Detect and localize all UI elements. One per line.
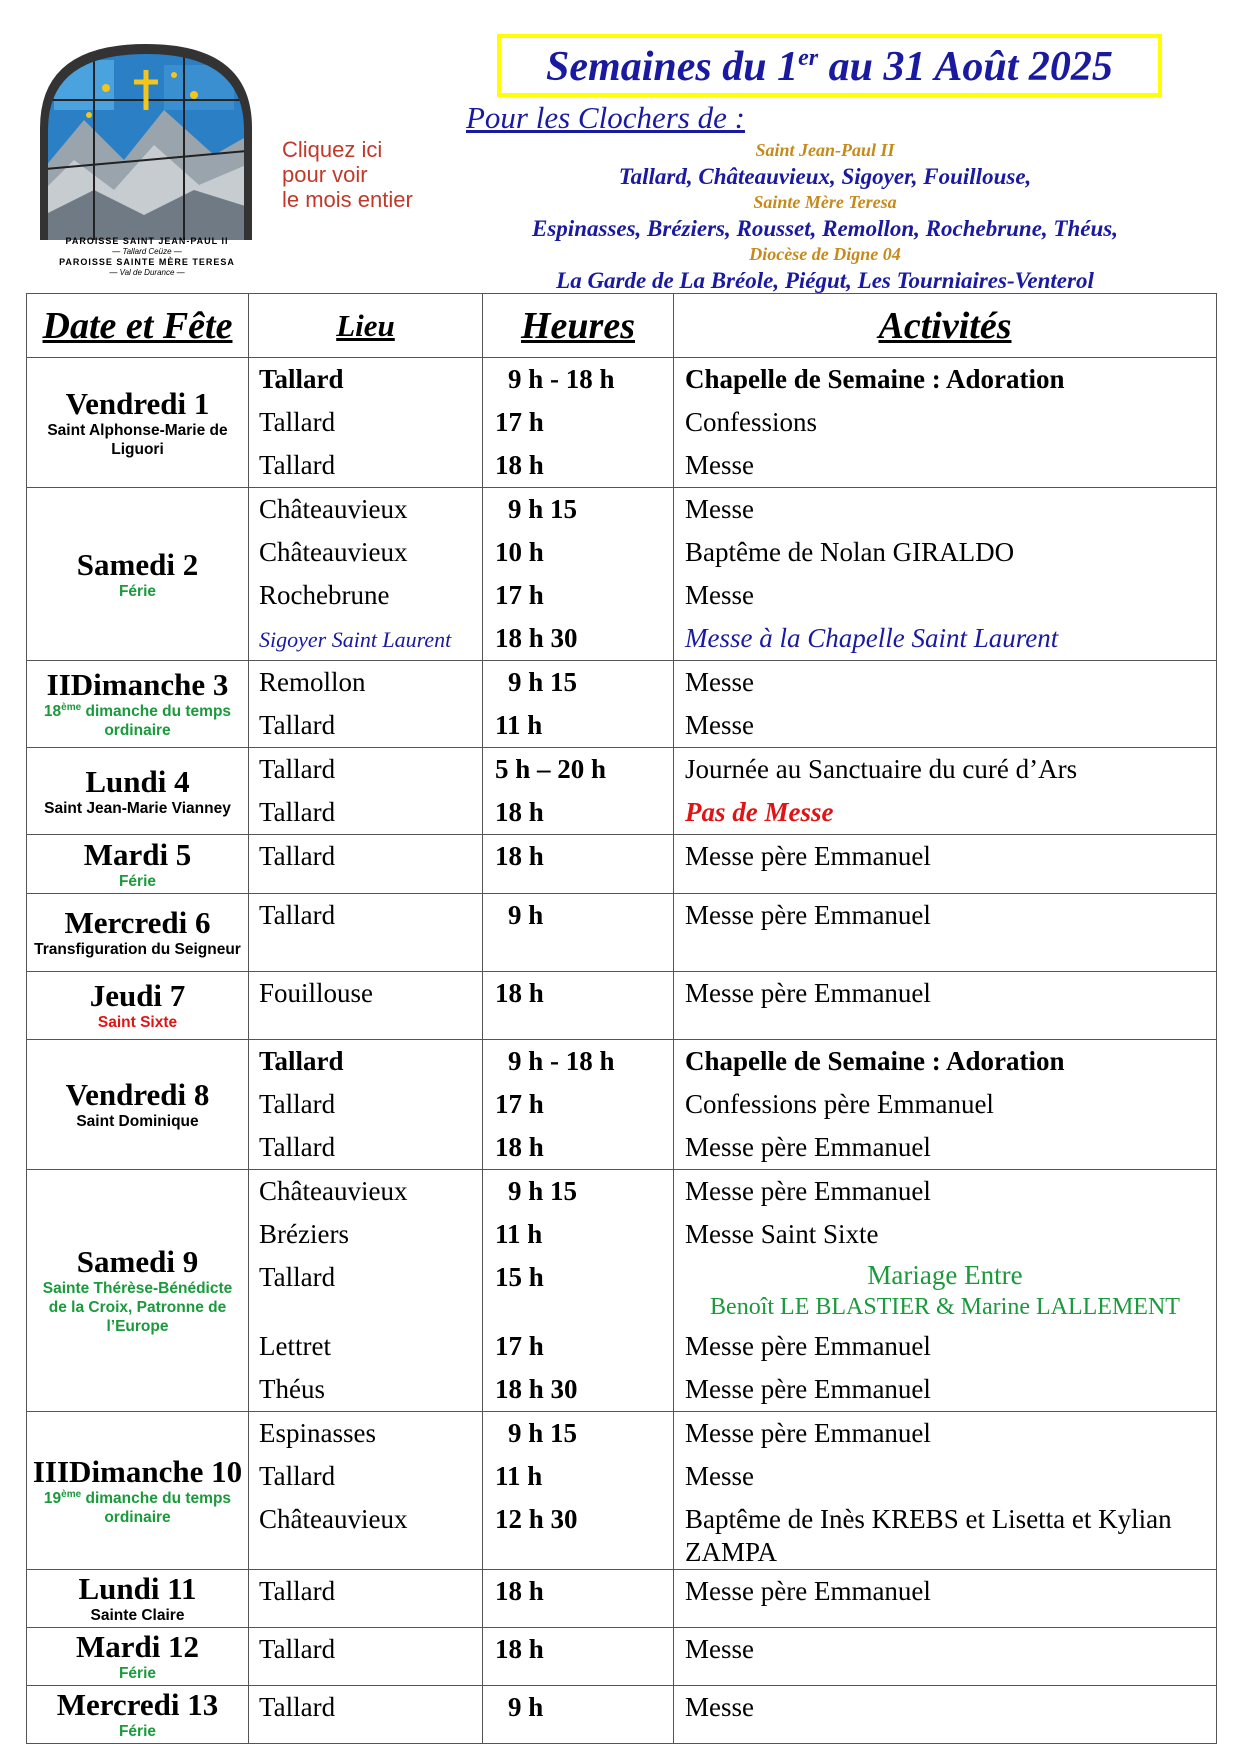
lieu-cell bbox=[249, 748, 483, 835]
day-name: Samedi 9 bbox=[76, 1244, 199, 1279]
heure: 18 h bbox=[495, 1634, 544, 1664]
lieu: Remollon bbox=[259, 667, 366, 697]
day-name: Mardi 5 bbox=[83, 836, 192, 872]
table-row bbox=[27, 894, 1217, 972]
feast-name: Saint Jean-Marie Vianney bbox=[44, 799, 231, 817]
table-row bbox=[27, 1170, 1217, 1412]
activite: Messe père Emmanuel bbox=[685, 1132, 931, 1162]
activite: Messe bbox=[685, 667, 754, 697]
link-line-1[interactable]: Cliquez ici bbox=[282, 137, 383, 162]
lieu: Bréziers bbox=[259, 1219, 349, 1249]
lieu-cell bbox=[249, 661, 483, 748]
lieu: Sigoyer Saint Laurent bbox=[259, 627, 452, 652]
table-row bbox=[27, 1570, 1217, 1628]
day-name: Lundi 11 bbox=[78, 1571, 197, 1606]
activite-cell bbox=[674, 1412, 1217, 1570]
lieu: Tallard bbox=[259, 1461, 336, 1491]
heure-cell bbox=[483, 1628, 674, 1686]
wedding-couple: Benoît LE BLASTIER & Marine LALLEMENT bbox=[710, 1294, 1180, 1320]
activite: Journée au Sanctuaire du curé d’Ars bbox=[685, 754, 1078, 784]
stained-glass-icon bbox=[34, 40, 258, 240]
table-row bbox=[27, 835, 1217, 894]
header-activites: Activités bbox=[674, 294, 1217, 358]
link-line-3[interactable]: le mois entier bbox=[282, 187, 413, 212]
feast-name: Saint Sixte bbox=[97, 1014, 178, 1031]
date-cell bbox=[27, 1628, 249, 1686]
table-row bbox=[27, 661, 1217, 748]
lieu: Tallard bbox=[259, 797, 336, 827]
table-row bbox=[27, 1412, 1217, 1570]
table-row bbox=[27, 358, 1217, 488]
clocher-line: Diocèse de Digne 04 bbox=[749, 244, 901, 264]
activite: Messe à la Chapelle Saint Laurent bbox=[685, 623, 1059, 653]
date-cell bbox=[27, 835, 249, 894]
lieu: Tallard bbox=[259, 1692, 336, 1722]
activite: Messe bbox=[685, 1634, 754, 1664]
link-line-2[interactable]: pour voir bbox=[282, 162, 368, 187]
lieu: Châteauvieux bbox=[259, 1176, 408, 1206]
lieu: Théus bbox=[259, 1374, 325, 1404]
heure-cell bbox=[483, 661, 674, 748]
wedding-title: Mariage Entre bbox=[867, 1260, 1023, 1290]
lieu-cell bbox=[249, 1628, 483, 1686]
lieu-cell bbox=[249, 972, 483, 1040]
activite: Baptême de Nolan GIRALDO bbox=[685, 537, 1015, 567]
table-header-row bbox=[27, 294, 1217, 358]
day-name: Mercredi 6 bbox=[64, 905, 211, 940]
feast-name: Férie bbox=[118, 582, 157, 600]
heure: 9 h 15 bbox=[508, 1176, 578, 1206]
day-name: Vendredi 1 bbox=[65, 385, 210, 421]
activite-cell bbox=[674, 488, 1217, 661]
heure: 18 h bbox=[495, 797, 544, 827]
feast-name: Transfiguration du Seigneur bbox=[34, 941, 241, 958]
lieu: Tallard bbox=[259, 1634, 336, 1664]
lieu: Tallard bbox=[259, 710, 336, 740]
date-cell bbox=[27, 1170, 249, 1412]
lieu-cell bbox=[249, 1170, 483, 1412]
table-row bbox=[27, 748, 1217, 835]
day-name: IIDimanche 3 bbox=[46, 667, 229, 702]
logo-caption bbox=[36, 236, 258, 278]
feast-name: Saint Dominique bbox=[76, 1113, 199, 1130]
heure-cell bbox=[483, 1170, 674, 1412]
activite: Messe père Emmanuel bbox=[685, 900, 931, 930]
heure: 5 h – 20 h bbox=[495, 754, 607, 784]
clocher-line: Saint Jean-Paul II bbox=[755, 140, 895, 160]
activite: Messe père Emmanuel bbox=[685, 1576, 931, 1606]
lieu-cell bbox=[249, 1570, 483, 1628]
activite: Messe père Emmanuel bbox=[685, 841, 931, 871]
date-cell bbox=[27, 358, 249, 488]
activite: Messe Saint Sixte bbox=[685, 1219, 879, 1249]
heure: 15 h bbox=[495, 1262, 544, 1292]
activite: Messe père Emmanuel bbox=[685, 1418, 931, 1448]
heure-cell bbox=[483, 488, 674, 661]
clocher-line: Tallard, Châteauvieux, Sigoyer, Fouillouse, bbox=[618, 164, 1032, 189]
feast-name: Sainte Thérèse-Bénédicte de la Croix, Patronne de l’Europe bbox=[42, 1280, 233, 1335]
heure: 18 h bbox=[495, 841, 544, 871]
activite-cell bbox=[674, 972, 1217, 1040]
header-date: Date et Fête bbox=[27, 294, 249, 358]
activite: Pas de Messe bbox=[685, 797, 834, 827]
clocher-line: Espinasses, Bréziers, Rousset, Remollon, Rochebrune, Théus, bbox=[532, 216, 1118, 241]
heure-cell bbox=[483, 748, 674, 835]
feast-name: Férie bbox=[118, 1723, 157, 1740]
heure: 18 h bbox=[495, 978, 544, 1008]
day-name: IIIDimanche 10 bbox=[32, 1453, 243, 1489]
activite: Messe bbox=[685, 1692, 754, 1722]
feast-name: Saint Alphonse-Marie de Liguori bbox=[47, 421, 228, 458]
activite: Messe père Emmanuel bbox=[685, 978, 931, 1008]
lieu-cell bbox=[249, 894, 483, 972]
heure: 10 h bbox=[495, 537, 544, 567]
lieu: Espinasses bbox=[259, 1418, 376, 1448]
lieu: Fouillouse bbox=[259, 978, 374, 1008]
activite-cell bbox=[674, 1040, 1217, 1170]
activite-cell bbox=[674, 835, 1217, 894]
logo-parish-1: PAROISSE SAINT JEAN-PAUL II bbox=[65, 236, 229, 246]
heure: 9 h - 18 h bbox=[508, 364, 615, 394]
lieu: Tallard bbox=[259, 1089, 336, 1119]
lieu: Châteauvieux bbox=[259, 1504, 408, 1534]
activite-cell bbox=[674, 358, 1217, 488]
heure: 18 h bbox=[495, 1576, 544, 1606]
lieu: Tallard bbox=[259, 364, 344, 394]
activite: Messe père Emmanuel bbox=[685, 1331, 931, 1361]
table-row bbox=[27, 972, 1217, 1040]
day-name: Lundi 4 bbox=[85, 763, 190, 799]
feast-name: 18ème dimanche du temps ordinaire bbox=[43, 701, 232, 739]
heure-cell bbox=[483, 835, 674, 894]
day-name: Jeudi 7 bbox=[89, 978, 186, 1013]
activite: Messe bbox=[685, 580, 754, 610]
lieu: Châteauvieux bbox=[259, 537, 408, 567]
activite-cell bbox=[674, 1570, 1217, 1628]
lieu-cell bbox=[249, 1040, 483, 1170]
table-row bbox=[27, 1686, 1217, 1744]
clocher-line: Sainte Mère Teresa bbox=[753, 192, 897, 212]
activite-cell bbox=[674, 661, 1217, 748]
heure: 18 h bbox=[495, 450, 544, 480]
lieu: Châteauvieux bbox=[259, 494, 408, 524]
lieu-cell bbox=[249, 835, 483, 894]
heure: 9 h - 18 h bbox=[508, 1046, 615, 1076]
date-cell bbox=[27, 1570, 249, 1628]
activite-cell bbox=[674, 894, 1217, 972]
lieu-cell bbox=[249, 1412, 483, 1570]
heure-cell bbox=[483, 894, 674, 972]
heure: 9 h 15 bbox=[508, 1418, 578, 1448]
heure: 11 h bbox=[495, 1219, 543, 1249]
table-row bbox=[27, 488, 1217, 661]
heure: 9 h bbox=[508, 900, 544, 930]
date-cell bbox=[27, 1686, 249, 1744]
logo-place-1: — Tallard Ceüze — bbox=[112, 247, 182, 256]
heure: 9 h 15 bbox=[508, 494, 578, 524]
heure: 17 h bbox=[495, 580, 544, 610]
lieu: Tallard bbox=[259, 407, 336, 437]
activite: Messe père Emmanuel bbox=[685, 1176, 931, 1206]
lieu: Tallard bbox=[259, 1262, 336, 1292]
heure: 12 h 30 bbox=[495, 1504, 578, 1534]
lieu: Tallard bbox=[259, 1046, 344, 1076]
table-row bbox=[27, 1628, 1217, 1686]
logo-parish-2: PAROISSE SAINTE MÈRE TERESA bbox=[59, 257, 235, 267]
day-name: Samedi 2 bbox=[76, 546, 199, 582]
lieu: Tallard bbox=[259, 754, 336, 784]
feast-name: Sainte Claire bbox=[90, 1607, 185, 1624]
activite: Confessions père Emmanuel bbox=[685, 1089, 994, 1119]
heure: 18 h 30 bbox=[495, 623, 578, 653]
date-cell bbox=[27, 488, 249, 661]
day-name: Vendredi 8 bbox=[65, 1077, 210, 1112]
activite: Messe bbox=[685, 450, 754, 480]
title-box bbox=[497, 34, 1162, 97]
heure-cell bbox=[483, 1040, 674, 1170]
heure: 9 h bbox=[508, 1692, 544, 1722]
schedule-table bbox=[26, 293, 1217, 1744]
clochers-list bbox=[460, 138, 1190, 294]
heure-cell bbox=[483, 358, 674, 488]
activite: Messe bbox=[685, 1461, 754, 1491]
heure-cell bbox=[483, 1686, 674, 1744]
lieu: Tallard bbox=[259, 900, 336, 930]
subtitle: Pour les Clochers de : bbox=[466, 100, 745, 135]
lieu-cell bbox=[249, 488, 483, 661]
wedding-entry bbox=[674, 1256, 1216, 1325]
heure-cell bbox=[483, 1412, 674, 1570]
activite: Messe père Emmanuel bbox=[685, 1374, 931, 1404]
feast-name: Férie bbox=[118, 872, 157, 890]
clocher-line: La Garde de La Bréole, Piégut, Les Tourniaires-Venterol bbox=[556, 268, 1094, 293]
full-month-link[interactable] bbox=[282, 137, 452, 212]
lieu: Tallard bbox=[259, 1132, 336, 1162]
lieu-cell bbox=[249, 1686, 483, 1744]
activite: Messe bbox=[685, 494, 754, 524]
activite: Chapelle de Semaine : Adoration bbox=[685, 364, 1065, 394]
lieu: Rochebrune bbox=[259, 580, 390, 610]
activite: Confessions bbox=[685, 407, 818, 437]
activite: Chapelle de Semaine : Adoration bbox=[685, 1046, 1065, 1076]
activite-cell bbox=[674, 1628, 1217, 1686]
heure: 18 h 30 bbox=[495, 1374, 578, 1404]
lieu-cell bbox=[249, 358, 483, 488]
date-cell bbox=[27, 661, 249, 748]
heure: 11 h bbox=[495, 1461, 543, 1491]
day-name: Mercredi 13 bbox=[56, 1687, 219, 1722]
date-cell bbox=[27, 1412, 249, 1570]
date-cell bbox=[27, 894, 249, 972]
heure: 11 h bbox=[495, 710, 543, 740]
lieu: Tallard bbox=[259, 1576, 336, 1606]
header-lieu: Lieu bbox=[249, 294, 483, 358]
date-cell bbox=[27, 748, 249, 835]
date-cell bbox=[27, 972, 249, 1040]
date-cell bbox=[27, 1040, 249, 1170]
heure: 9 h 15 bbox=[508, 667, 578, 697]
table-row bbox=[27, 1040, 1217, 1170]
activite-cell bbox=[674, 1170, 1217, 1412]
heure: 17 h bbox=[495, 1089, 544, 1119]
lieu: Lettret bbox=[259, 1331, 331, 1361]
activite-cell bbox=[674, 1686, 1217, 1744]
lieu: Tallard bbox=[259, 450, 336, 480]
logo-place-2: — Val de Durance — bbox=[109, 268, 185, 277]
heure: 17 h bbox=[495, 1331, 544, 1361]
feast-name: Férie bbox=[118, 1665, 157, 1682]
activite: Baptême de Inès KREBS et Lisetta et Kylian ZAMPA bbox=[685, 1504, 1172, 1567]
day-name: Mardi 12 bbox=[75, 1629, 200, 1664]
lieu: Tallard bbox=[259, 841, 336, 871]
activite-cell bbox=[674, 748, 1217, 835]
heure-cell bbox=[483, 972, 674, 1040]
header-heures: Heures bbox=[483, 294, 674, 358]
heure: 17 h bbox=[495, 407, 544, 437]
activite: Messe bbox=[685, 710, 754, 740]
heure: 18 h bbox=[495, 1132, 544, 1162]
heure-cell bbox=[483, 1570, 674, 1628]
feast-name: 19ème dimanche du temps ordinaire bbox=[43, 1488, 232, 1526]
page-title: Semaines du 1er au 31 Août 2025 bbox=[546, 44, 1113, 90]
